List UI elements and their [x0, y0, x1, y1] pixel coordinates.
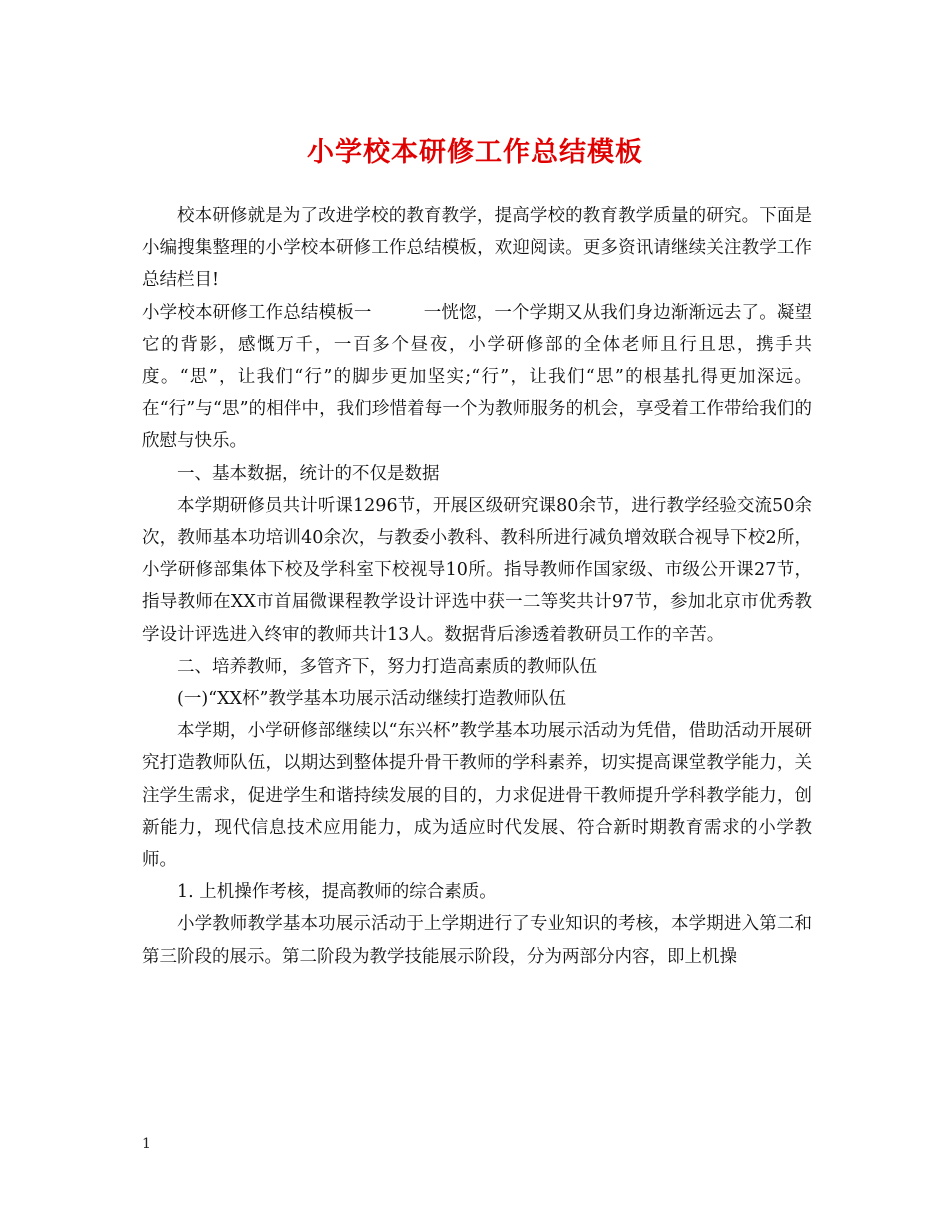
heading-teacher-training: 二、培养教师，多管齐下，努力打造高素质的教师队伍	[177, 656, 597, 677]
computer-test-paragraph: 小学教师教学基本功展示活动于上学期进行了专业知识的考核，本学期进入第二和第三阶段的展示。第二阶段为教学技能展示阶段，分为两部分内容，即上机操	[142, 914, 812, 967]
section-paragraph	[142, 297, 812, 458]
document-body	[142, 200, 812, 973]
subheading-cup-activity: (一)“XX杯”教学基本功展示活动继续打造教师队伍	[177, 689, 566, 710]
intro-paragraph: 校本研修就是为了改进学校的教育教学，提高学校的教育教学质量的研究。下面是小编搜集整理的小学校本研修工作总结模板，欢迎阅读。更多资讯请继续关注教学工作总结栏目!	[142, 206, 812, 291]
cup-activity-paragraph: 本学期，小学研修部继续以“东兴杯”教学基本功展示活动为凭借，借助活动开展研究打造教师队伍，以期达到整体提升骨干教师的学科素养，切实提高课堂教学能力，关注学生需求，促进学生和谐持续发展的目的，力求促进骨干教师提升学科教学能力，创新能力，现代信息技术应用能力，成为适应时代发展、符合新时期教育需求的小学教师。	[142, 721, 812, 871]
section-label: 小学校本研修工作总结模板一	[142, 302, 372, 323]
section-text: 一恍惚，一个学期又从我们身边渐渐远去了。凝望它的背影，感慨万千，一百多个昼夜，小学研修部的全体老师且行且思，携手共度。“思”，让我们“行”的脚步更加坚实;“行”，让我们“思”的根基扎得更加深远。在“行”与“思”的相伴中，我们珍惜着每一个为教师服务的机会，享受着工作带给我们的欣慰与快乐。	[142, 302, 813, 452]
list-item-computer-test: 1. 上机操作考核，提高教师的综合素质。	[177, 882, 497, 903]
basic-data-paragraph: 本学期研修员共计听课1296节，开展区级研究课80余节，进行教学经验交流50余次，教师基本功培训40余次，与教委小教科、教科所进行减负增效联合视导下校2所，小学研修部集体下校及学科室下校视导10所。指导教师作国家级、市级公开课27节，指导教师在XX市首届微课程教学设计评选中获一二等奖共计97节，参加北京市优秀教学设计评选进入终审的教师共计13人。数据背后渗透着教研员工作的辛苦。	[142, 495, 812, 645]
document-title: 小学校本研修工作总结模板	[307, 137, 643, 168]
heading-basic-data: 一、基本数据，统计的不仅是数据	[177, 463, 440, 484]
page-number: 1	[142, 1136, 151, 1152]
